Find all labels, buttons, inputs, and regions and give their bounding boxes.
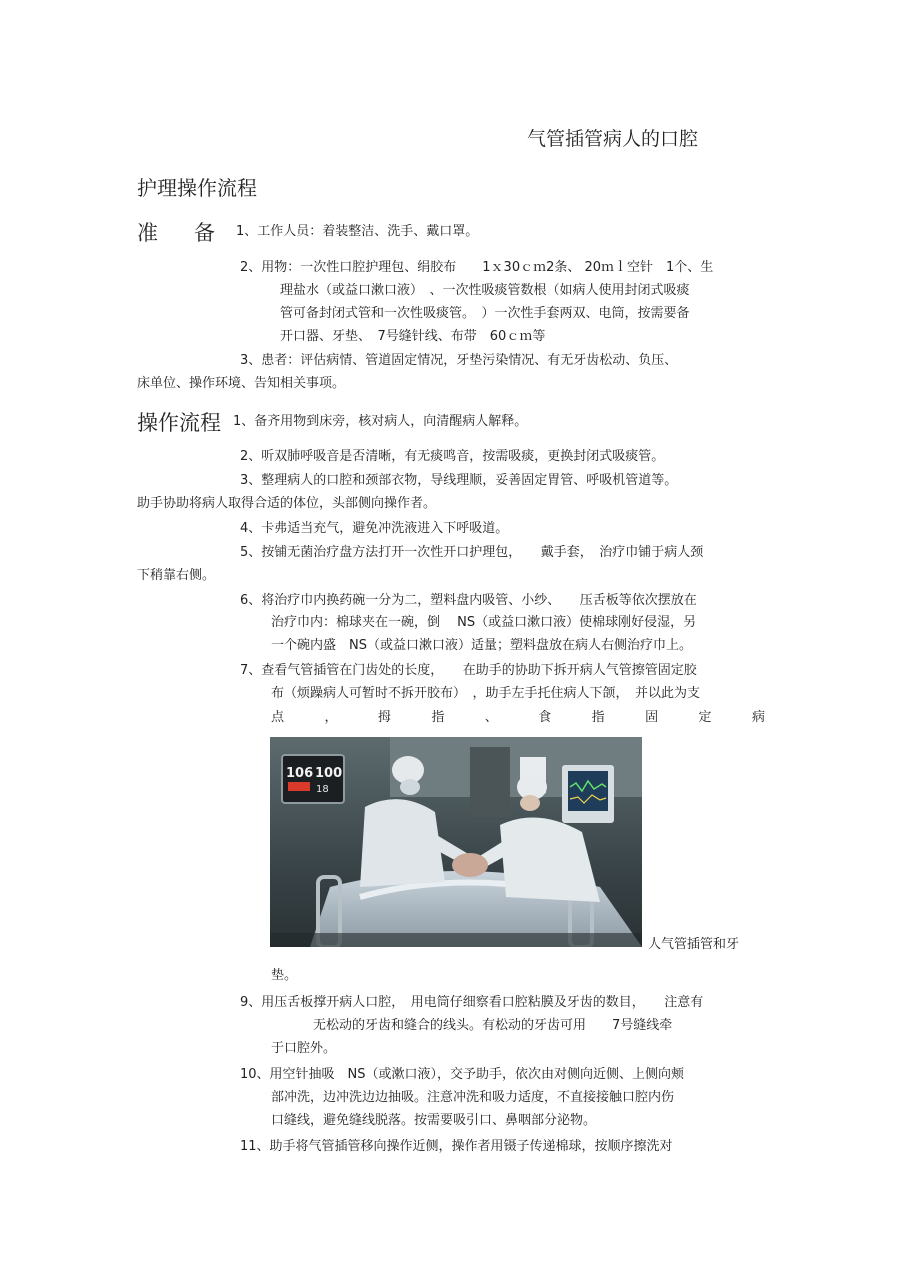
page-title-line1: 气管插管病人的口腔 bbox=[527, 128, 699, 150]
proc-step-9c: 于口腔外。 bbox=[271, 1041, 337, 1056]
proc-step-2: 2、听双肺呼吸音是否清晰，有无痰鸣音，按需吸痰，更换封闭式吸痰管。 bbox=[240, 449, 665, 464]
proc-step-4: 4、卡弗适当充气，避免冲洗液进入下呼吸道。 bbox=[240, 521, 509, 536]
spread-char: 定 bbox=[698, 710, 712, 725]
monitor-hr-text: 106 bbox=[286, 766, 314, 781]
proc-step-9: 9、用压舌板撑开病人口腔， 用电筒仔细察看口腔粘膜及牙齿的数目， 注意有 bbox=[240, 995, 704, 1010]
prep-item-2d: 开口器、牙垫、 7号缝针线、布带 60ｃｍ等 bbox=[280, 329, 546, 344]
prep-item-3b: 床单位、操作环境、告知相关事项。 bbox=[137, 376, 346, 391]
prep-item-2c: 管可备封闭式管和一次性吸痰管。 ）一次性手套两双、电筒，按需要备 bbox=[280, 306, 690, 321]
prep-heading-a: 准 bbox=[137, 221, 158, 245]
proc-step-1: 1、备齐用物到床旁，核对病人，向清醒病人解释。 bbox=[233, 414, 528, 429]
proc-step-11: 11、助手将气管插管移向操作近侧，操作者用镊子传递棉球，按顺序擦洗对 bbox=[240, 1139, 673, 1154]
prep-item-3: 3、患者：评估病情、管道固定情况，牙垫污染情况、有无牙齿松动、负压、 bbox=[240, 353, 678, 368]
spread-char: 拇 bbox=[377, 710, 391, 725]
proc-step-3b: 助手协助将病人取得合适的体位，头部侧向操作者。 bbox=[137, 496, 437, 511]
spread-char: 病 bbox=[751, 710, 765, 725]
proc-step-5b: 下稍靠右侧。 bbox=[137, 568, 216, 583]
proc-step-10: 10、用空针抽吸 NS（或漱口液），交予助手，依次由对侧向近侧、上侧向颊 bbox=[240, 1067, 685, 1082]
proc-step-7d: 人气管插管和牙 bbox=[648, 937, 740, 952]
proc-step-3: 3、整理病人的口腔和颈部衣物，导线理顺，妥善固定胃管、呼吸机管道等。 bbox=[240, 473, 678, 488]
page-title-line2: 护理操作流程 bbox=[137, 176, 257, 200]
spread-char: 食 bbox=[538, 710, 552, 725]
proc-heading: 操作流程 bbox=[137, 411, 221, 435]
spread-char: 指 bbox=[591, 710, 605, 725]
prep-heading-b: 备 bbox=[194, 221, 215, 245]
spread-char: 指 bbox=[431, 710, 445, 725]
prep-item-2: 2、用物：一次性口腔护理包、绢胶布 1ｘ30ｃｍ2条、 20ｍｌ空针 1个、生 bbox=[240, 260, 714, 275]
monitor-spo2-text: 100 bbox=[315, 766, 343, 781]
monitor-small-text: 18 bbox=[316, 784, 329, 795]
spread-char: 点 bbox=[271, 710, 285, 725]
prep-item-2b: 理盐水（或益口漱口液） 、一次性吸痰管数根（如病人使用封闭式吸痰 bbox=[280, 283, 690, 298]
nursing-procedure-photo bbox=[270, 737, 642, 947]
proc-step-7e: 垫。 bbox=[271, 968, 298, 983]
spread-char: 、 bbox=[484, 710, 498, 725]
spread-char: ， bbox=[324, 710, 338, 725]
proc-step-7: 7、查看气管插管在门齿处的长度， 在助手的协助下拆开病人气管擦管固定胶 bbox=[240, 663, 697, 678]
proc-step-9b: 无松动的牙齿和缝合的线头。有松动的牙齿可用 7号缝线牵 bbox=[313, 1018, 673, 1033]
proc-step-10b: 部冲洗，边冲洗边边抽吸。注意冲洗和吸力适度，不直接接触口腔内伤 bbox=[271, 1090, 675, 1105]
proc-step-6c: 一个碗内盛 NS（或益口漱口液）适量；塑料盘放在病人右侧治疗巾上。 bbox=[271, 638, 692, 653]
prep-item-1: 1、工作人员：着装整洁、洗手、戴口罩。 bbox=[236, 224, 479, 239]
proc-step-7c bbox=[271, 710, 765, 726]
proc-step-6b: 治疗巾内：棉球夹在一碗，倒 NS（或益口漱口液）使棉球刚好侵湿，另 bbox=[271, 615, 697, 630]
proc-step-10c: 口缝线，避免缝线脱落。按需要吸引口、鼻咽部分泌物。 bbox=[271, 1113, 597, 1128]
proc-step-7b: 布（烦躁病人可暂时不拆开胶布） ，助手左手托住病人下颌， 并以此为支 bbox=[271, 686, 701, 701]
proc-step-6: 6、将治疗巾内换药碗一分为二，塑料盘内吸管、小纱、 压舌板等依次摆放在 bbox=[240, 593, 697, 608]
proc-step-5: 5、按铺无菌治疗盘方法打开一次性开口护理包， 戴手套， 治疗巾铺于病人颈 bbox=[240, 545, 704, 560]
spread-char: 固 bbox=[645, 710, 659, 725]
